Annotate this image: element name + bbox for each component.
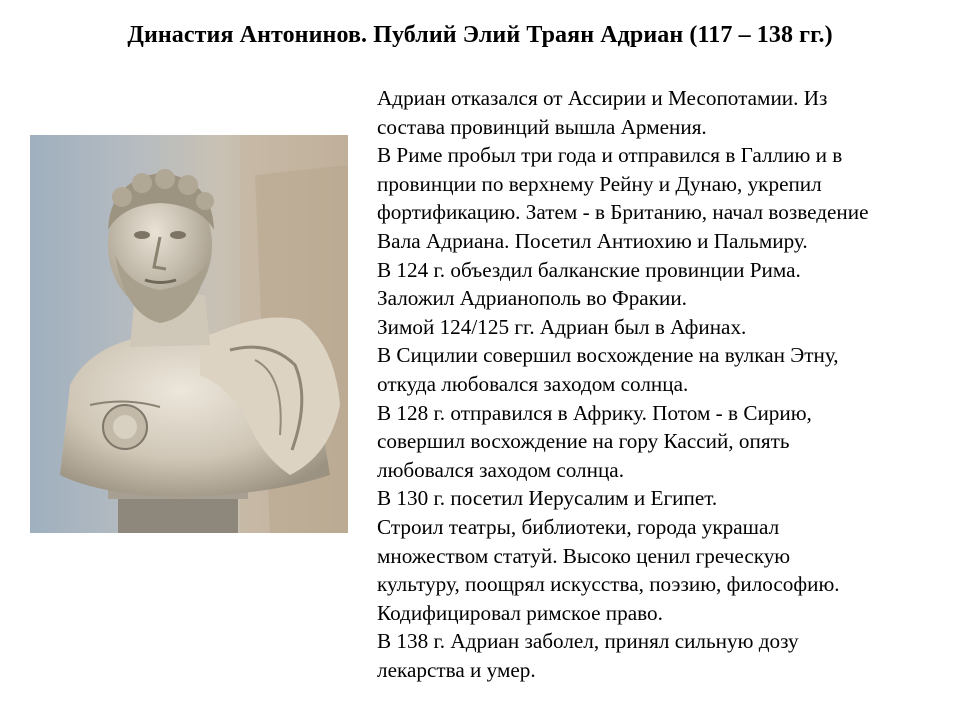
text-line: В 138 г. Адриан заболел, принял сильную дозу [377,629,799,654]
text-line: Адриан отказался от Ассирии и Месопотамии. Из [377,86,828,110]
text-line: В 128 г. отправился в Африку. Потом - в Сирию, [377,400,812,425]
hadrian-bust-image [30,135,348,533]
text-line: множеством статуй. Высоко ценил греческую [377,543,791,568]
text-line: Кодифицировал римское право. [377,600,663,625]
text-line: лекарства и умер. [377,657,536,682]
text-line: культуру, поощрял искусства, поэзию, философию. [377,572,840,597]
slide-title: Династия Антонинов. Публий Элий Траян Адриан (117 – 138 гг.) [127,22,833,48]
text-line: любовался заходом солнца. [377,457,624,482]
text-line: Зимой 124/125 гг. Адриан был в Афинах. [377,314,747,339]
text-line: провинции по верхнему Рейну и Дунаю, укрепил [377,171,822,196]
text-line: Заложил Адрианополь во Фракии. [377,286,687,311]
text-line: совершил восхождение на гору Кассий, опять [377,429,790,454]
text-line: фортификацию. Затем - в Британию, начал возведение [377,200,869,225]
text-line: В Сицилии совершил восхождение на вулкан Этну, [377,343,839,368]
body-text [377,84,947,684]
text-line: откуда любовался заходом солнца. [377,371,689,396]
text-line: Строил театры, библиотеки, города украшал [377,514,780,539]
text-line: В 130 г. посетил Иерусалим и Египет. [377,486,718,511]
text-line: состава провинций вышла Армения. [377,114,707,139]
text-line: В Риме пробыл три года и отправился в Галлию и в [377,143,843,168]
text-line: Вала Адриана. Посетил Антиохию и Пальмиру. [377,228,808,253]
text-line: В 124 г. объездил балканские провинции Рима. [377,257,801,282]
marble-bust-photo-icon [30,135,348,533]
